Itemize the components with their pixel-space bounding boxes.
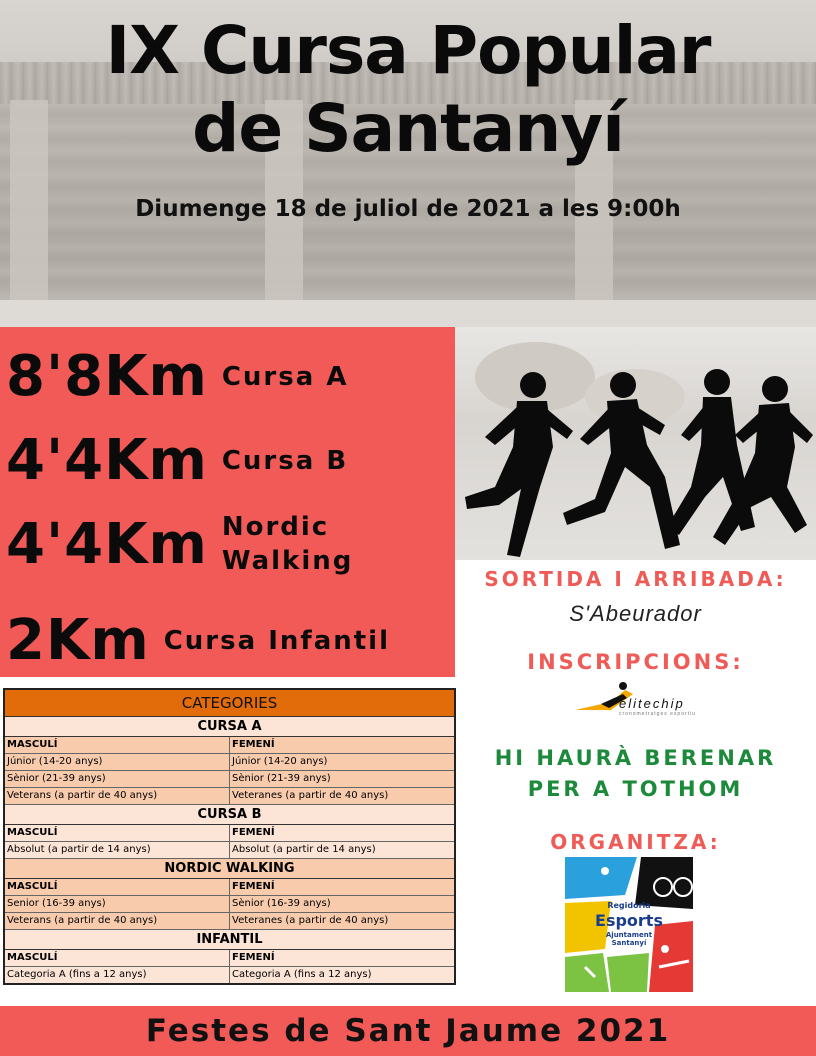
start-finish-place: S'Abeurador (569, 601, 702, 626)
table-header-row (5, 879, 454, 896)
runners-photo (455, 327, 816, 560)
event-date: Diumenge 18 de juliol de 2021 a les 9:00h (135, 196, 681, 222)
table-cell: Absolut (a partir de 14 anys) (232, 844, 376, 855)
table-cell: Categoria A (fins a 12 anys) (232, 969, 372, 980)
event-title-line1: IX Cursa Popular (105, 12, 711, 89)
table-cell: Júnior (14-20 anys) (232, 756, 328, 767)
snack-notice (455, 743, 816, 805)
elitechip-logo-text: elitechip (619, 696, 685, 711)
table-cell: Sènior (21-39 anys) (5, 771, 230, 787)
snack-line2: PER A TOTHOM (527, 777, 744, 801)
table-row (5, 967, 454, 983)
race-name (222, 510, 354, 578)
table-header-row (5, 737, 454, 754)
table-row (5, 771, 454, 788)
table-cell: Júnior (14-20 anys) (5, 754, 230, 770)
race-name: Cursa B (221, 445, 349, 476)
race-item (6, 344, 348, 409)
table-cell: Veterans (a partir de 40 anys) (5, 788, 230, 804)
race-item (6, 510, 353, 578)
logo-text-line2: Esports (595, 911, 663, 930)
table-header-row (5, 825, 454, 842)
header-male: MASCULÍ (5, 879, 230, 895)
table-cell: Absolut (a partir de 14 anys) (5, 842, 230, 858)
table-row (5, 842, 454, 859)
registration-label: INSCRIPCIONS: (527, 650, 744, 674)
table-row (5, 913, 454, 930)
race-name: Cursa A (221, 361, 349, 392)
table-row (5, 896, 454, 913)
race-distance: 4'4Km (6, 428, 208, 493)
header-female: FEMENÍ (232, 881, 275, 892)
logo-text-line4: Santanyí (611, 939, 647, 947)
section-title: INFANTIL (5, 930, 454, 950)
table-cell: Sènior (16-39 anys) (232, 898, 331, 909)
header-female: FEMENÍ (232, 739, 275, 750)
section-title: CURSA A (5, 717, 454, 737)
race-name-line2: Walking (221, 546, 354, 576)
table-row (5, 788, 454, 805)
section-title: NORDIC WALKING (5, 859, 454, 879)
runners-silhouette-icon (455, 327, 816, 560)
header-female: FEMENÍ (232, 827, 275, 838)
elitechip-logo-subtext: cronometratges esportiu (619, 711, 696, 717)
race-item (6, 428, 348, 493)
footer-banner: Festes de Sant Jaume 2021 (0, 1006, 816, 1056)
table-row (5, 754, 454, 771)
section-title: CURSA B (5, 805, 454, 825)
header-female: FEMENÍ (232, 952, 275, 963)
start-finish-label: SORTIDA I ARRIBADA: (484, 567, 787, 591)
race-item (6, 608, 390, 673)
categories-table (3, 688, 456, 985)
table-cell: Veteranes (a partir de 40 anys) (232, 790, 389, 801)
header-male: MASCULÍ (5, 737, 230, 753)
header-male: MASCULÍ (5, 825, 230, 841)
table-cell: Veterans (a partir de 40 anys) (5, 913, 230, 929)
elitechip-logo[interactable] (575, 680, 715, 720)
regidoria-esports-logo (565, 857, 693, 992)
race-distance: 8'8Km (6, 344, 208, 409)
organizer-label: ORGANITZA: (550, 830, 721, 854)
logo-text-line3: Ajuntament (605, 931, 653, 939)
race-name-line1: Nordic (221, 512, 330, 542)
table-cell: Sènior (21-39 anys) (232, 773, 331, 784)
race-distance: 4'4Km (6, 511, 208, 577)
table-header-row (5, 950, 454, 967)
race-distance: 2Km (6, 608, 150, 673)
header-male: MASCULÍ (5, 950, 230, 966)
race-name: Cursa Infantil (163, 625, 391, 656)
table-title: CATEGORIES (5, 690, 454, 717)
logo-text-line1: Regidoria (607, 901, 651, 910)
event-title-line2: de Santanyí (192, 90, 624, 167)
table-cell: Veteranes (a partir de 40 anys) (232, 915, 389, 926)
table-cell: Senior (16-39 anys) (5, 896, 230, 912)
table-cell: Categoria A (fins a 12 anys) (5, 967, 230, 983)
snack-line1: HI HAURÀ BERENAR (494, 746, 777, 770)
